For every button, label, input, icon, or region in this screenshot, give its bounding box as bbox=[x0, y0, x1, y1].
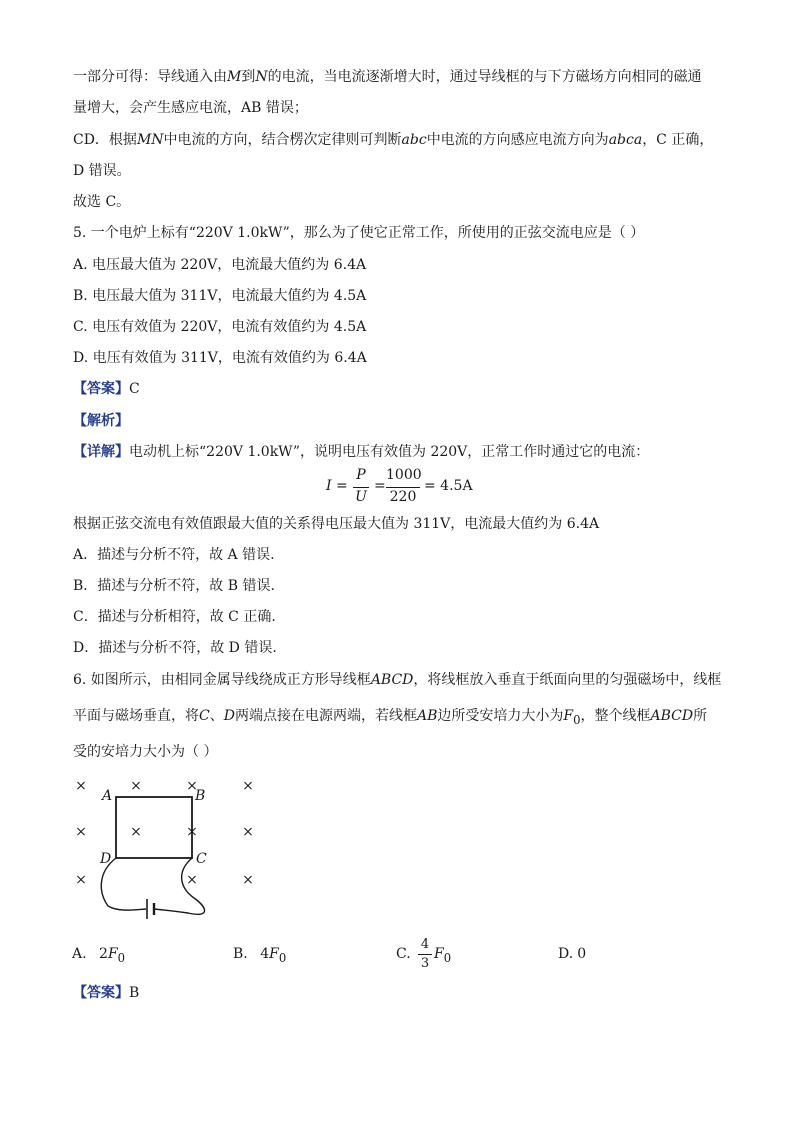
q5-option-a: A. 电压最大值为 220V，电流最大值约为 6.4A bbox=[73, 257, 367, 273]
field-cross: × bbox=[130, 824, 142, 840]
question-6-stem: 平面与磁场垂直，将C、D两端点接在电源两端，若线框AB边所受安培力大小为$F_0$，整个线框ABCD所 bbox=[73, 708, 708, 727]
q5-conclusion: 根据正弦交流电有效值跟最大值的关系得电压最大值为 311V，电流最大值约为 6.4A bbox=[73, 516, 600, 532]
q5-option-d: D. 电压有效值为 311V，电流有效值约为 6.4A bbox=[73, 350, 367, 366]
q5-detail: 【详解】电动机上标“220V 1.0kW”，说明电压有效值为 220V，正常工作时通过它的电流： bbox=[73, 444, 650, 460]
q5-check-a: A．描述与分析不符，故 A 错误. bbox=[73, 547, 275, 563]
q5-option-c: C. 电压有效值为 220V，电流有效值约为 4.5A bbox=[73, 319, 367, 335]
field-cross: × bbox=[75, 872, 87, 888]
field-cross: × bbox=[242, 824, 254, 840]
q5-analysis-tag: 【解析】 bbox=[73, 413, 129, 429]
field-cross: × bbox=[75, 778, 87, 794]
vertex-label-d: D bbox=[100, 851, 112, 867]
field-cross: × bbox=[242, 872, 254, 888]
text-line: D 错误。 bbox=[73, 163, 131, 179]
q6-option-d: D. 0 bbox=[558, 946, 587, 962]
field-cross: × bbox=[75, 824, 87, 840]
field-cross: × bbox=[242, 778, 254, 794]
field-cross: × bbox=[186, 872, 198, 888]
question-6-stem: 受的安培力大小为（ ） bbox=[73, 744, 218, 760]
q5-check-b: B．描述与分析不符，故 B 错误. bbox=[73, 578, 275, 594]
q5-answer: 【答案】C bbox=[73, 381, 140, 397]
field-cross: × bbox=[130, 778, 142, 794]
q6-option-c-f: $F_0$ bbox=[434, 946, 452, 965]
q5-formula: I = P U = 1000 220 = 4.5A bbox=[326, 467, 473, 505]
q6-option-a: A. $2F_0$ bbox=[72, 946, 126, 965]
vertex-label-a: A bbox=[102, 788, 113, 804]
q5-check-d: D．描述与分析不符，故 D 错误. bbox=[73, 640, 277, 656]
q5-option-b: B. 电压最大值为 311V，电流最大值约为 4.5A bbox=[73, 288, 367, 304]
circuit-figure bbox=[68, 772, 268, 922]
q5-check-c: C．描述与分析相符，故 C 正确. bbox=[73, 609, 276, 625]
question-6-stem: 6. 如图所示，由相同金属导线绕成正方形导线框ABCD，将线框放入垂直于纸面向里的匀强磁场中，线框 bbox=[73, 672, 722, 688]
lead-wire-left bbox=[101, 858, 146, 910]
wire-frame bbox=[116, 797, 192, 858]
text-line: 量增大，会产生感应电流，AB 错误； bbox=[73, 100, 308, 116]
q6-option-c: C. bbox=[396, 946, 411, 962]
q6-answer: 【答案】B bbox=[73, 985, 140, 1001]
field-cross: × bbox=[186, 824, 198, 840]
q6-option-b: B. $4F_0$ bbox=[233, 946, 287, 965]
text-line: 一部分可得：导线通入由M到N的电流，当电流逐渐增大时，通过导线框的与下方磁场方向相同的磁通 bbox=[73, 69, 702, 85]
vertex-label-b: B bbox=[195, 788, 206, 804]
vertex-label-c: C bbox=[196, 851, 207, 867]
field-cross: × bbox=[186, 778, 198, 794]
question-5-stem: 5. 一个电炉上标有“220V 1.0kW”，那么为了使它正常工作，所使用的正弦交流电应是（ ） bbox=[73, 225, 645, 241]
text-line: CD．根据MN中电流的方向，结合楞次定律则可判断abc中电流的方向感应电流方向为abca，C 正确， bbox=[73, 132, 714, 148]
text-line: 故选 C。 bbox=[73, 194, 131, 210]
q6-option-c-fraction: 4 3 bbox=[418, 937, 432, 972]
